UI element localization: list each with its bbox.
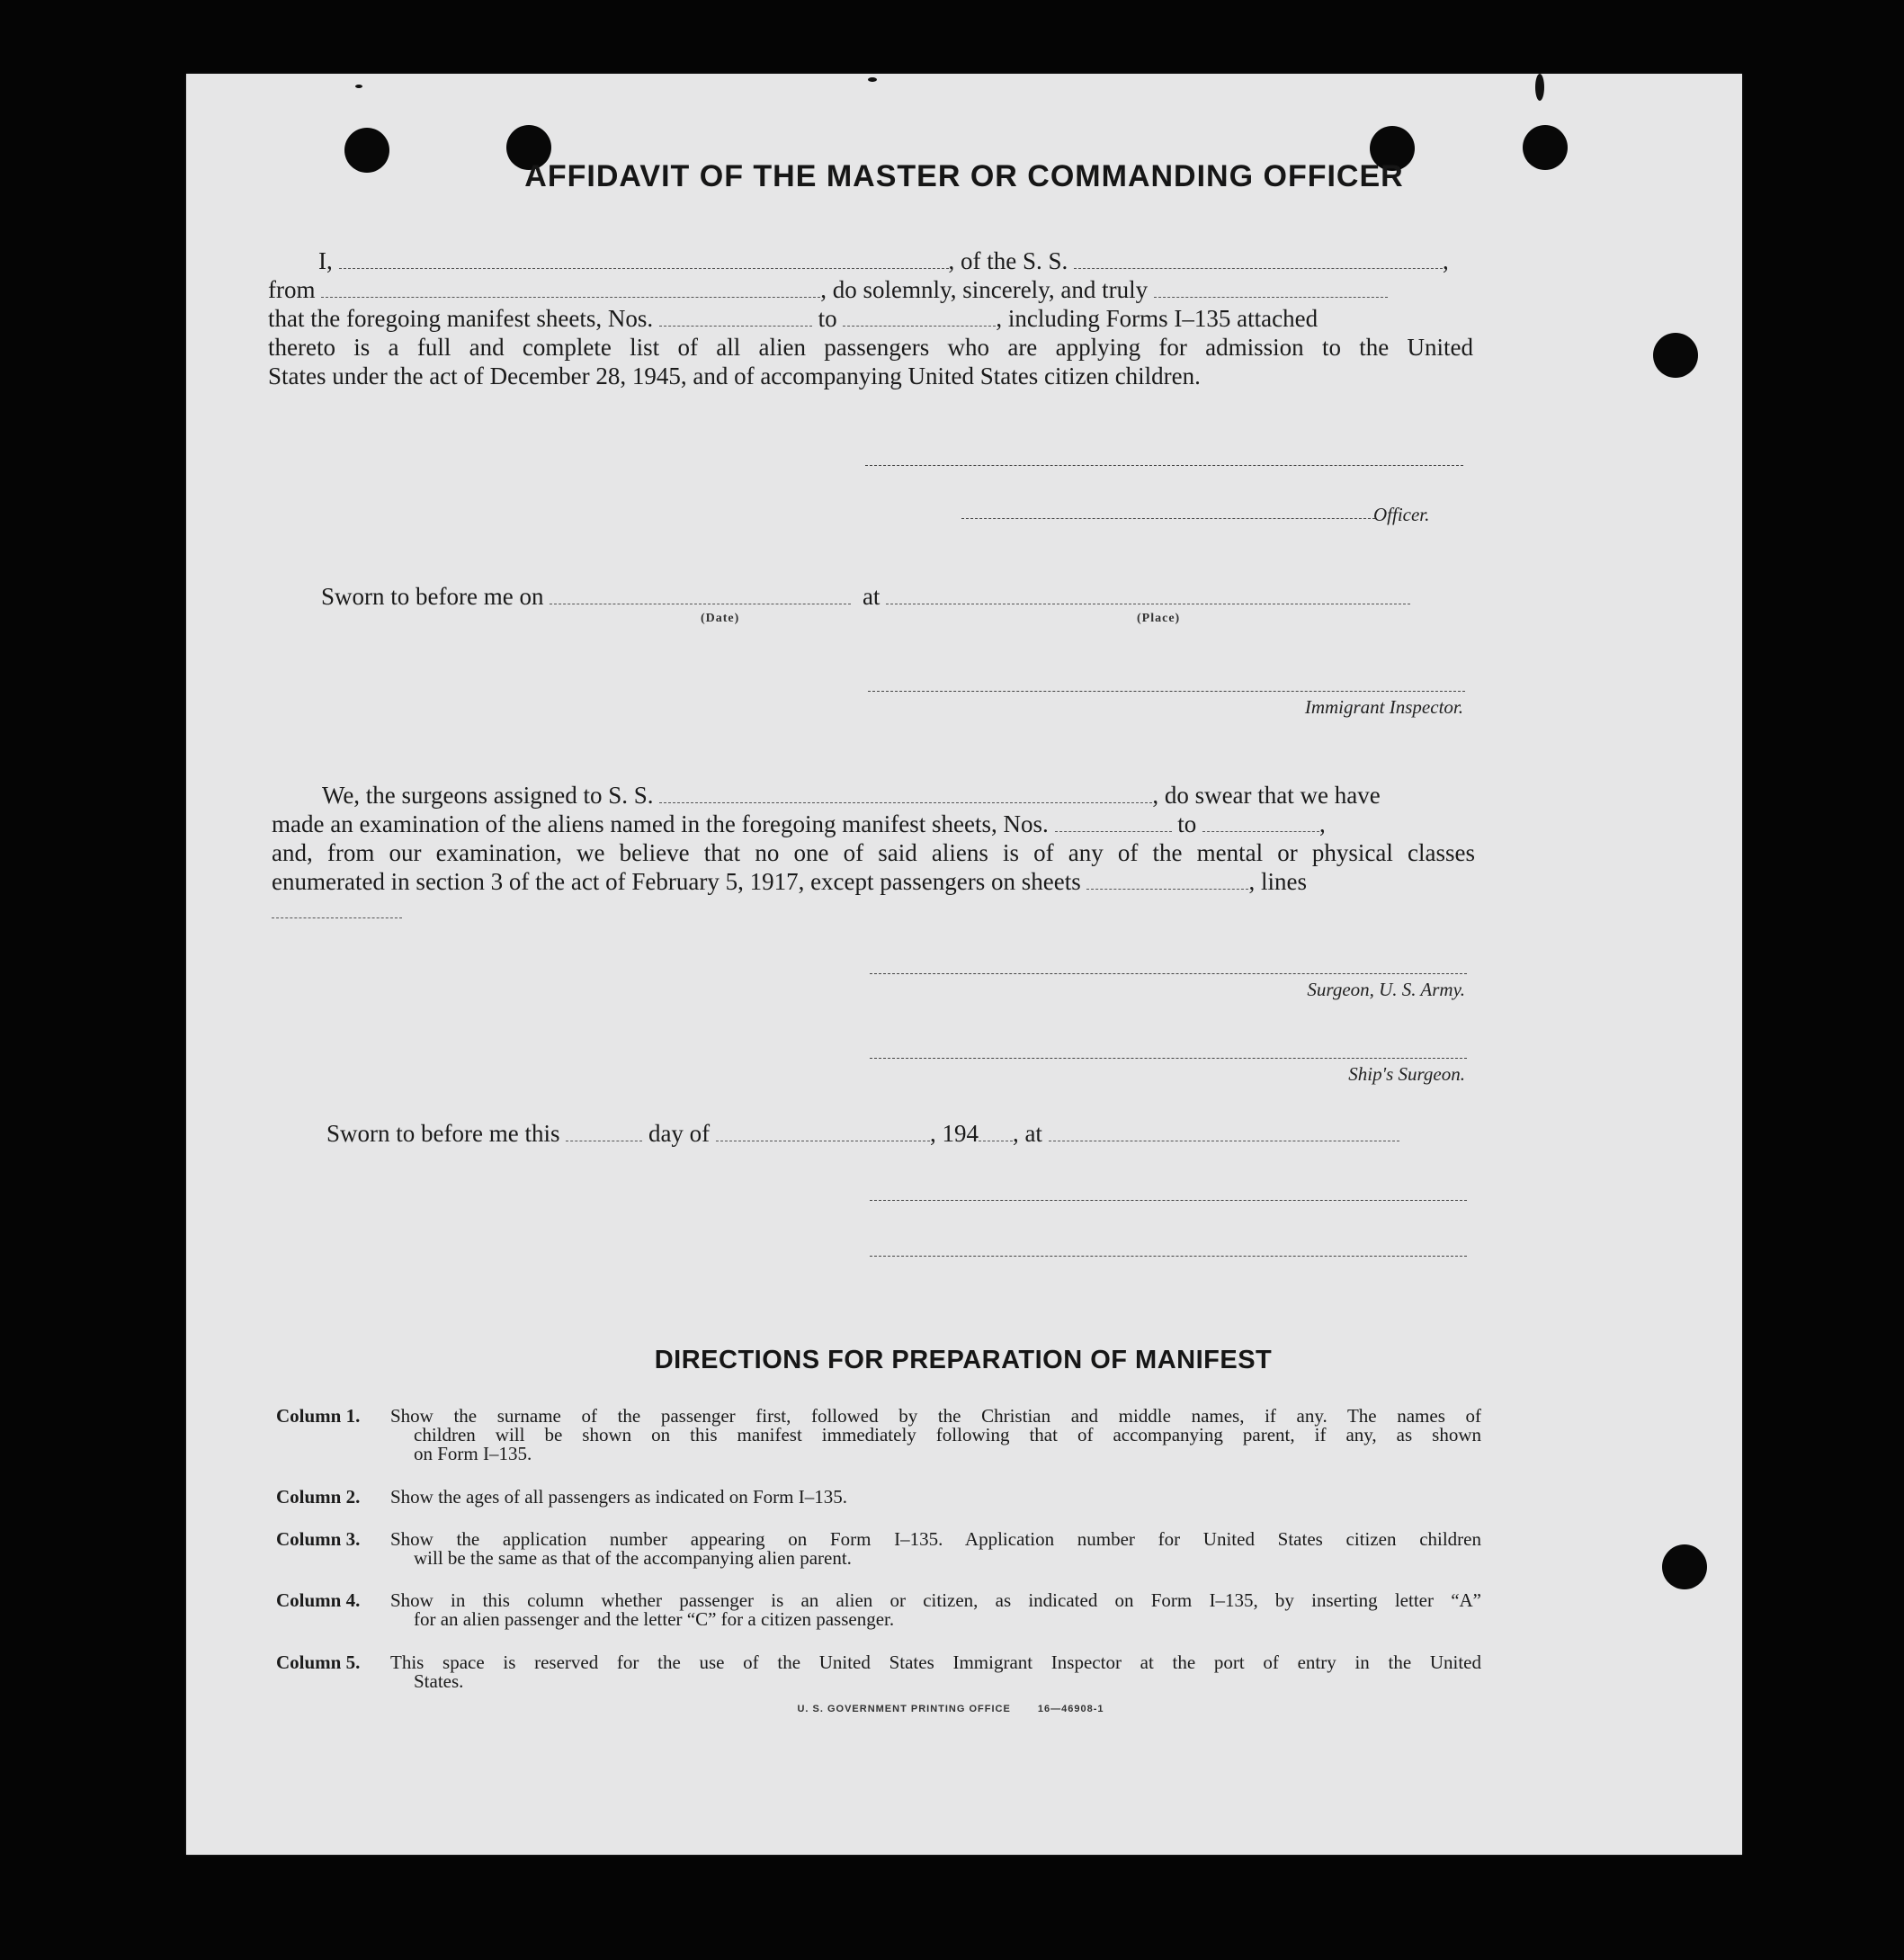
officer-signature-line-1[interactable] bbox=[870, 1198, 1467, 1201]
sworn-text: Sworn to before me on bbox=[321, 583, 544, 610]
affidavit-line-2 bbox=[268, 275, 1473, 304]
surgeons-line-1 bbox=[272, 781, 1475, 810]
surgeons-line-3: and, from our examination, we believe that no one of said aliens is of any of the mental or physical classes bbox=[272, 839, 1475, 866]
column-description bbox=[390, 1488, 1481, 1507]
surgeons-text: , do swear that we have bbox=[1152, 782, 1381, 809]
sworn-this-day-row bbox=[326, 1119, 1496, 1148]
inspector-signature-line[interactable] bbox=[868, 689, 1465, 692]
punch-hole bbox=[1662, 1544, 1707, 1589]
affidavit-text: , including Forms I–135 attached bbox=[996, 305, 1318, 332]
ships-surgeon-signature-line[interactable] bbox=[870, 1056, 1467, 1059]
column-text: children will be shown on this manifest immediately following that of accompanying parent, if any, as shown bbox=[414, 1424, 1481, 1445]
name-blank[interactable] bbox=[339, 250, 949, 269]
affidavit-line-1 bbox=[268, 246, 1473, 275]
column-description bbox=[390, 1407, 1481, 1463]
ink-speck bbox=[868, 77, 877, 82]
column-text: Show in this column whether passenger is an alien or citizen, as indicated on Form I–135, by inserting letter “A” bbox=[390, 1589, 1481, 1611]
sworn-at-text: at bbox=[862, 583, 880, 610]
exam-sheet-from-blank[interactable] bbox=[1055, 813, 1172, 832]
column-label: Column 3. bbox=[276, 1528, 361, 1550]
sworn-text: , at bbox=[1012, 1120, 1042, 1147]
ink-speck bbox=[355, 85, 362, 88]
port-blank[interactable] bbox=[321, 279, 820, 298]
column-text: on Form I–135. bbox=[414, 1443, 532, 1464]
surgeons-text: We, the surgeons assigned to S. S. bbox=[322, 782, 654, 809]
officer-title-line[interactable] bbox=[961, 516, 1375, 519]
master-signature-line[interactable] bbox=[865, 463, 1463, 466]
column-label: Column 2. bbox=[276, 1486, 361, 1508]
surgeons-text: , bbox=[1319, 810, 1326, 837]
column-text: Show the ages of all passengers as indicated on Form I–135. bbox=[390, 1486, 847, 1508]
ships-surgeon-label: Ship's Surgeon. bbox=[1348, 1063, 1465, 1085]
sworn-text: day of bbox=[648, 1120, 711, 1147]
affidavit-text: I, bbox=[318, 247, 333, 274]
inspector-label: Immigrant Inspector. bbox=[1304, 696, 1463, 718]
affidavit-text: to bbox=[818, 305, 837, 332]
affidavit-text: , of the S. S. bbox=[948, 247, 1068, 274]
sworn-place-blank[interactable] bbox=[886, 586, 1410, 604]
except-sheets-blank[interactable] bbox=[1086, 871, 1248, 890]
column-text: for an alien passenger and the letter “C” for a citizen passenger. bbox=[414, 1608, 895, 1630]
surgeon-ship-blank[interactable] bbox=[659, 784, 1152, 803]
ink-speck bbox=[1535, 74, 1544, 101]
officer-signature-line-2[interactable] bbox=[870, 1254, 1467, 1257]
affidavit-text: from bbox=[268, 276, 316, 303]
place-caption: (Place) bbox=[1137, 612, 1181, 625]
column-text: Show the application number appearing on Form I–135. Application number for United States citizen children bbox=[390, 1528, 1481, 1550]
army-surgeon-signature-line[interactable] bbox=[870, 971, 1467, 974]
exam-sheet-to-blank[interactable] bbox=[1202, 813, 1319, 832]
sworn-month-blank[interactable] bbox=[716, 1123, 930, 1141]
affidavit-text: , do solemnly, sincerely, and truly bbox=[820, 276, 1149, 303]
surgeons-paragraph bbox=[272, 781, 1475, 925]
column-label: Column 4. bbox=[276, 1589, 361, 1611]
surgeons-line-5 bbox=[272, 896, 1475, 925]
form-number: 16—46908-1 bbox=[1037, 1704, 1104, 1714]
sworn-year-blank[interactable] bbox=[979, 1123, 1013, 1141]
except-lines-blank[interactable] bbox=[272, 899, 402, 918]
sworn-day-blank[interactable] bbox=[566, 1123, 642, 1141]
affidavit-text: , bbox=[1443, 247, 1449, 274]
printer-name: U. S. GOVERNMENT PRINTING OFFICE bbox=[797, 1704, 1011, 1714]
surgeons-line-2 bbox=[272, 810, 1475, 838]
document-page bbox=[186, 74, 1742, 1855]
surgeons-text: , lines bbox=[1248, 868, 1307, 895]
sworn-text: , 194 bbox=[929, 1120, 979, 1147]
directions-title: DIRECTIONS FOR PREPARATION OF MANIFEST bbox=[654, 1346, 1273, 1374]
sheet-to-blank[interactable] bbox=[843, 308, 996, 327]
column-text: will be the same as that of the accompanying alien parent. bbox=[414, 1547, 852, 1569]
affidavit-paragraph bbox=[268, 246, 1473, 390]
date-caption: (Date) bbox=[701, 612, 740, 625]
column-text: States. bbox=[414, 1670, 464, 1692]
surgeons-text: enumerated in section 3 of the act of February 5, 1917, except passengers on sheets bbox=[272, 868, 1081, 895]
surgeons-text: to bbox=[1177, 810, 1197, 837]
oath-blank[interactable] bbox=[1154, 279, 1388, 298]
affidavit-line-5: States under the act of December 28, 1945, and of accompanying United States citizen children. bbox=[268, 362, 1201, 389]
column-description bbox=[390, 1530, 1481, 1568]
surgeons-text: made an examination of the aliens named in the foregoing manifest sheets, Nos. bbox=[272, 810, 1049, 837]
officer-label: Officer. bbox=[1373, 504, 1430, 525]
surgeons-line-4 bbox=[272, 867, 1475, 896]
column-description bbox=[390, 1653, 1481, 1691]
sworn-location-blank[interactable] bbox=[1049, 1123, 1399, 1141]
sheet-from-blank[interactable] bbox=[659, 308, 812, 327]
affidavit-line-3 bbox=[268, 304, 1473, 333]
printing-office-footer bbox=[159, 1704, 1742, 1714]
column-text: This space is reserved for the use of the United States Immigrant Inspector at the port of entry in the United bbox=[390, 1651, 1481, 1673]
army-surgeon-label: Surgeon, U. S. Army. bbox=[1307, 979, 1465, 1000]
column-label: Column 5. bbox=[276, 1651, 361, 1673]
affidavit-text: that the foregoing manifest sheets, Nos. bbox=[268, 305, 654, 332]
sworn-date-blank[interactable] bbox=[550, 586, 851, 604]
sworn-text: Sworn to before me this bbox=[326, 1120, 560, 1147]
column-label: Column 1. bbox=[276, 1405, 361, 1427]
affidavit-title: AFFIDAVIT OF THE MASTER OR COMMANDING OFFICER bbox=[524, 159, 1404, 193]
ship-name-blank[interactable] bbox=[1074, 250, 1443, 269]
column-description bbox=[390, 1591, 1481, 1629]
affidavit-line-4: thereto is a full and complete list of all alien passengers who are applying for admission to the United bbox=[268, 334, 1473, 361]
sworn-before-row bbox=[321, 582, 1490, 611]
column-text: Show the surname of the passenger first, followed by the Christian and middle names, if any. The names of bbox=[390, 1405, 1481, 1427]
punch-hole bbox=[1653, 333, 1698, 378]
